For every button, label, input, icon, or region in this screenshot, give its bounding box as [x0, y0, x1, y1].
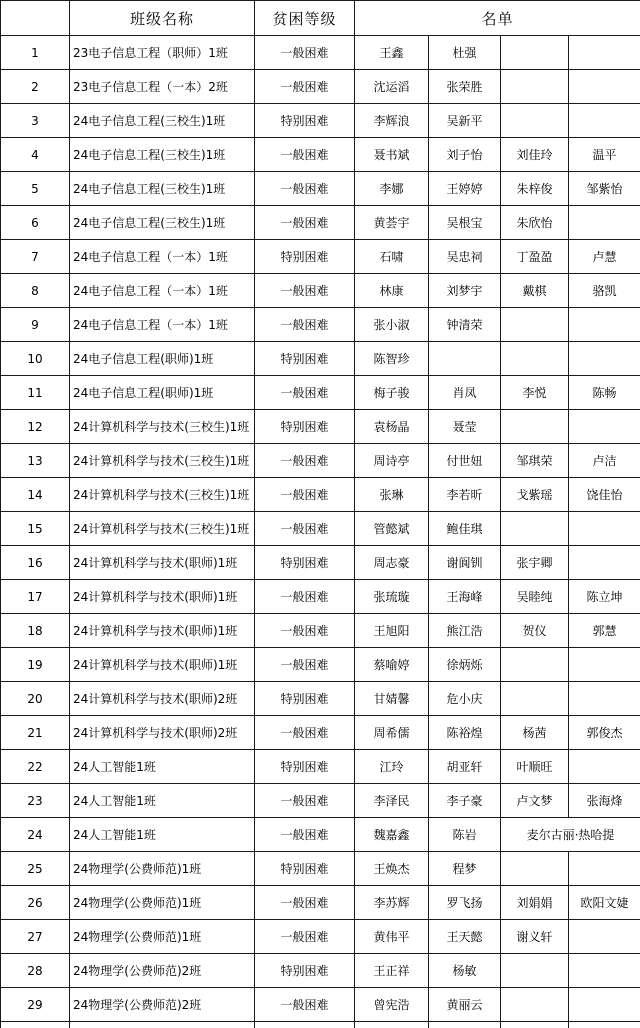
class-name-cell: 24物理学(公费师范)1班: [70, 852, 255, 886]
class-name-cell: 24计算机科学与技术(职师)2班: [70, 682, 255, 716]
header-class-name: 班级名称: [70, 1, 255, 36]
row-number: 1: [1, 36, 70, 70]
student-name-cell: 朱欣怡: [501, 206, 569, 240]
aid-level-cell: 一般困难: [255, 988, 355, 1022]
student-name-cell: 谢阆钏: [429, 546, 501, 580]
aid-level-cell: 特别困难: [255, 852, 355, 886]
student-name-cell: 石啸: [355, 240, 429, 274]
student-name-cell: 陈裕煌: [429, 716, 501, 750]
student-name-cell: 郭俊杰: [569, 716, 640, 750]
student-name-cell: [501, 682, 569, 716]
row-number: 25: [1, 852, 70, 886]
empty-cell: [255, 1022, 355, 1028]
aid-level-cell: 特别困难: [255, 240, 355, 274]
student-name-cell: [501, 988, 569, 1022]
student-name-cell: [501, 852, 569, 886]
student-name-cell: 魏嘉鑫: [355, 818, 429, 852]
row-number: 23: [1, 784, 70, 818]
row-number: 27: [1, 920, 70, 954]
empty-cell: [70, 1022, 255, 1028]
aid-level-cell: 特别困难: [255, 750, 355, 784]
student-name-cell: 刘子怡: [429, 138, 501, 172]
student-name-cell: 卢文梦: [501, 784, 569, 818]
aid-level-cell: 一般困难: [255, 784, 355, 818]
student-name-cell: [569, 988, 640, 1022]
student-name-cell: 李若昕: [429, 478, 501, 512]
table-row: [1, 920, 640, 954]
student-name-cell: 林康: [355, 274, 429, 308]
class-name-cell: 24计算机科学与技术(职师)1班: [70, 648, 255, 682]
student-name-cell: 谢义轩: [501, 920, 569, 954]
class-name-cell: 24电子信息工程(三校生)1班: [70, 138, 255, 172]
class-name-cell: 24物理学(公费师范)2班: [70, 954, 255, 988]
aid-level-cell: 一般困难: [255, 172, 355, 206]
row-number: 5: [1, 172, 70, 206]
class-name-cell: 24人工智能1班: [70, 750, 255, 784]
row-number: 9: [1, 308, 70, 342]
table-row: [1, 988, 640, 1022]
class-name-cell: 24计算机科学与技术(三校生)1班: [70, 410, 255, 444]
student-name-cell: 饶佳怡: [569, 478, 640, 512]
student-name-cell: 骆凯: [569, 274, 640, 308]
student-name-cell: [501, 36, 569, 70]
table-row: [1, 682, 640, 716]
student-name-cell: [569, 70, 640, 104]
row-number: 14: [1, 478, 70, 512]
row-number: 28: [1, 954, 70, 988]
student-name-cell: [569, 954, 640, 988]
student-name-cell: 吴根宝: [429, 206, 501, 240]
row-number: 2: [1, 70, 70, 104]
student-name-cell: 沈运滔: [355, 70, 429, 104]
class-name-cell: 24物理学(公费师范)1班: [70, 920, 255, 954]
student-name-cell: [569, 682, 640, 716]
student-name-cell: 丁盈盈: [501, 240, 569, 274]
student-name-cell: [569, 546, 640, 580]
student-name-cell: 甘婧馨: [355, 682, 429, 716]
student-name-cell: 危小庆: [429, 682, 501, 716]
student-name-cell: 卢洁: [569, 444, 640, 478]
class-name-cell: 24计算机科学与技术(三校生)1班: [70, 478, 255, 512]
table-row: [1, 410, 640, 444]
class-name-cell: 24物理学(公费师范)1班: [70, 886, 255, 920]
student-name-cell: [569, 648, 640, 682]
student-name-cell: 戴棋: [501, 274, 569, 308]
table-row: [1, 512, 640, 546]
empty-cell: [429, 1022, 501, 1028]
aid-level-cell: 一般困难: [255, 274, 355, 308]
student-name-cell: 管懿斌: [355, 512, 429, 546]
aid-level-cell: 特别困难: [255, 410, 355, 444]
student-name-cell: [501, 308, 569, 342]
row-number: 10: [1, 342, 70, 376]
student-name-cell: [569, 920, 640, 954]
class-name-cell: 24人工智能1班: [70, 784, 255, 818]
table-row: [1, 104, 640, 138]
class-name-cell: 24计算机科学与技术(职师)1班: [70, 614, 255, 648]
header-names: 名单: [355, 1, 640, 36]
student-name-cell: [501, 104, 569, 138]
student-name-cell: 李苏辉: [355, 886, 429, 920]
aid-level-cell: 特别困难: [255, 342, 355, 376]
table-row: [1, 70, 640, 104]
table-row: [1, 886, 640, 920]
student-name-cell: 李泽民: [355, 784, 429, 818]
student-name-cell: 黄荟宇: [355, 206, 429, 240]
aid-level-cell: 一般困难: [255, 512, 355, 546]
aid-level-cell: 特别困难: [255, 546, 355, 580]
row-number: 8: [1, 274, 70, 308]
table-row: [1, 36, 640, 70]
aid-level-cell: 一般困难: [255, 376, 355, 410]
student-name-cell: 王焕杰: [355, 852, 429, 886]
partial-row: [1, 1022, 640, 1028]
student-name-cell: 陈智珍: [355, 342, 429, 376]
aid-level-cell: 一般困难: [255, 886, 355, 920]
row-number: 24: [1, 818, 70, 852]
student-name-cell: 张琉璇: [355, 580, 429, 614]
student-name-cell: 钟清荣: [429, 308, 501, 342]
student-name-cell: 刘梦宇: [429, 274, 501, 308]
student-name-cell: 张宇卿: [501, 546, 569, 580]
table-row: [1, 546, 640, 580]
student-name-cell: 罗飞扬: [429, 886, 501, 920]
table-row: [1, 172, 640, 206]
student-name-cell: 刘娟娟: [501, 886, 569, 920]
student-name-cell: 梅子骏: [355, 376, 429, 410]
aid-level-cell: 一般困难: [255, 70, 355, 104]
class-name-cell: 24电子信息工程(职师)1班: [70, 342, 255, 376]
student-name-cell: [429, 342, 501, 376]
student-name-cell: 徐炳烁: [429, 648, 501, 682]
student-name-cell: [569, 308, 640, 342]
empty-cell: [569, 1022, 640, 1028]
aid-level-cell: 一般困难: [255, 36, 355, 70]
table-row: [1, 138, 640, 172]
student-name-cell: 王海峰: [429, 580, 501, 614]
student-name-cell: 陈岩: [429, 818, 501, 852]
student-name-cell: [501, 648, 569, 682]
row-number: 18: [1, 614, 70, 648]
student-name-cell: [569, 36, 640, 70]
row-number: 12: [1, 410, 70, 444]
table-row: [1, 716, 640, 750]
student-name-cell: 陈立坤: [569, 580, 640, 614]
aid-level-cell: 一般困难: [255, 920, 355, 954]
table-row: [1, 240, 640, 274]
class-name-cell: 24计算机科学与技术(三校生)1班: [70, 444, 255, 478]
student-name-cell: 聂莹: [429, 410, 501, 444]
class-name-cell: 24电子信息工程(职师)1班: [70, 376, 255, 410]
row-number: 4: [1, 138, 70, 172]
header-row: [1, 1, 640, 36]
student-name-cell: 胡亚轩: [429, 750, 501, 784]
class-name-cell: 24电子信息工程（一本）1班: [70, 274, 255, 308]
aid-level-cell: 一般困难: [255, 444, 355, 478]
table-row: [1, 478, 640, 512]
aid-level-cell: 一般困难: [255, 478, 355, 512]
class-name-cell: 24电子信息工程(三校生)1班: [70, 104, 255, 138]
student-name-cell: 蔡喻婷: [355, 648, 429, 682]
student-name-cell: 周希儒: [355, 716, 429, 750]
student-name-cell: 邹琪荣: [501, 444, 569, 478]
table-row: [1, 206, 640, 240]
student-name-cell: 肖凤: [429, 376, 501, 410]
class-name-cell: 24物理学(公费师范)2班: [70, 988, 255, 1022]
row-number: 29: [1, 988, 70, 1022]
table-row: [1, 308, 640, 342]
class-name-cell: 24人工智能1班: [70, 818, 255, 852]
row-number: 15: [1, 512, 70, 546]
student-name-cell: [569, 104, 640, 138]
empty-cell: [501, 1022, 569, 1028]
student-name-cell: 袁杨晶: [355, 410, 429, 444]
student-name-cell: 王正祥: [355, 954, 429, 988]
class-name-cell: 23电子信息工程（一本）2班: [70, 70, 255, 104]
aid-level-cell: 一般困难: [255, 818, 355, 852]
class-name-cell: 24电子信息工程（一本）1班: [70, 308, 255, 342]
student-name-cell: 鲍佳琪: [429, 512, 501, 546]
student-name-cell: 郭慧: [569, 614, 640, 648]
table-row: [1, 444, 640, 478]
student-name-cell: 江玲: [355, 750, 429, 784]
student-name-cell: [501, 954, 569, 988]
student-name-cell: 刘佳玲: [501, 138, 569, 172]
header-level: 贫困等级: [255, 1, 355, 36]
student-name-cell: 欧阳文婕: [569, 886, 640, 920]
row-number: 13: [1, 444, 70, 478]
student-name-cell: 熊江浩: [429, 614, 501, 648]
row-number: 21: [1, 716, 70, 750]
aid-level-cell: 一般困难: [255, 206, 355, 240]
student-name-cell: 王天懿: [429, 920, 501, 954]
student-name-cell: 聂书斌: [355, 138, 429, 172]
student-name-cell: 李辉浪: [355, 104, 429, 138]
table-row: [1, 580, 640, 614]
row-number: 7: [1, 240, 70, 274]
student-name-cell: 吴新平: [429, 104, 501, 138]
table-row: [1, 342, 640, 376]
class-name-cell: 24电子信息工程（一本）1班: [70, 240, 255, 274]
row-number: 19: [1, 648, 70, 682]
student-name-cell: 戈紫瑶: [501, 478, 569, 512]
row-number: 6: [1, 206, 70, 240]
student-name-cell: 杨敏: [429, 954, 501, 988]
aid-level-cell: 一般困难: [255, 138, 355, 172]
student-name-cell: 张小淑: [355, 308, 429, 342]
student-name-cell: 周诗亭: [355, 444, 429, 478]
student-name-cell: 贺仪: [501, 614, 569, 648]
row-number: 26: [1, 886, 70, 920]
student-name-cell: 吴忠祠: [429, 240, 501, 274]
table-row: [1, 818, 640, 852]
student-name-cell: 王鑫: [355, 36, 429, 70]
student-name-cell: [501, 512, 569, 546]
student-name-cell: [569, 852, 640, 886]
table-row: [1, 648, 640, 682]
class-name-cell: 23电子信息工程（职师）1班: [70, 36, 255, 70]
student-name-cell: [569, 410, 640, 444]
student-name-cell: 麦尔古丽·热哈提: [501, 818, 640, 852]
student-name-cell: 曾宪浩: [355, 988, 429, 1022]
student-name-cell: 陈畅: [569, 376, 640, 410]
aid-level-cell: 特别困难: [255, 954, 355, 988]
student-name-cell: [569, 206, 640, 240]
student-name-cell: 杜强: [429, 36, 501, 70]
row-number: 3: [1, 104, 70, 138]
class-name-cell: 24计算机科学与技术(职师)1班: [70, 580, 255, 614]
row-number: 20: [1, 682, 70, 716]
student-name-cell: [501, 70, 569, 104]
student-name-cell: 李娜: [355, 172, 429, 206]
student-name-cell: [569, 512, 640, 546]
student-name-cell: 杨茜: [501, 716, 569, 750]
student-name-cell: 张海烽: [569, 784, 640, 818]
student-name-cell: 叶顺旺: [501, 750, 569, 784]
class-name-cell: 24计算机科学与技术(职师)2班: [70, 716, 255, 750]
aid-level-cell: 一般困难: [255, 580, 355, 614]
aid-level-cell: 一般困难: [255, 648, 355, 682]
empty-cell: [355, 1022, 429, 1028]
student-name-cell: 朱梓俊: [501, 172, 569, 206]
aid-level-cell: 特别困难: [255, 682, 355, 716]
class-name-cell: 24计算机科学与技术(职师)1班: [70, 546, 255, 580]
student-name-cell: 李子豪: [429, 784, 501, 818]
table-row: [1, 614, 640, 648]
student-name-cell: 张荣胜: [429, 70, 501, 104]
student-name-cell: 张琳: [355, 478, 429, 512]
row-number: 16: [1, 546, 70, 580]
class-name-cell: 24电子信息工程(三校生)1班: [70, 206, 255, 240]
empty-cell: [1, 1022, 70, 1028]
table-row: [1, 750, 640, 784]
student-name-cell: 付世妞: [429, 444, 501, 478]
student-name-cell: [569, 342, 640, 376]
row-number: 22: [1, 750, 70, 784]
student-name-cell: 温平: [569, 138, 640, 172]
student-name-cell: 周志豪: [355, 546, 429, 580]
class-name-cell: 24计算机科学与技术(三校生)1班: [70, 512, 255, 546]
table-row: [1, 852, 640, 886]
class-name-cell: 24电子信息工程(三校生)1班: [70, 172, 255, 206]
student-name-cell: 黄丽云: [429, 988, 501, 1022]
student-name-cell: 王旭阳: [355, 614, 429, 648]
row-number: 11: [1, 376, 70, 410]
table-body: [1, 36, 640, 1028]
student-name-cell: 卢慧: [569, 240, 640, 274]
row-number: 17: [1, 580, 70, 614]
aid-level-cell: 一般困难: [255, 308, 355, 342]
table-row: [1, 784, 640, 818]
aid-level-cell: 一般困难: [255, 716, 355, 750]
student-name-cell: 程梦: [429, 852, 501, 886]
aid-level-cell: 特别困难: [255, 104, 355, 138]
student-name-cell: 邹紫怡: [569, 172, 640, 206]
table-row: [1, 274, 640, 308]
student-name-cell: 吴睦纯: [501, 580, 569, 614]
student-name-cell: [501, 342, 569, 376]
table-row: [1, 376, 640, 410]
aid-level-cell: 一般困难: [255, 614, 355, 648]
student-name-cell: 李悦: [501, 376, 569, 410]
student-name-cell: 黄伟平: [355, 920, 429, 954]
student-name-cell: [569, 750, 640, 784]
header-number: [1, 1, 70, 36]
table-row: [1, 954, 640, 988]
student-name-cell: 王婷婷: [429, 172, 501, 206]
student-name-cell: [501, 410, 569, 444]
